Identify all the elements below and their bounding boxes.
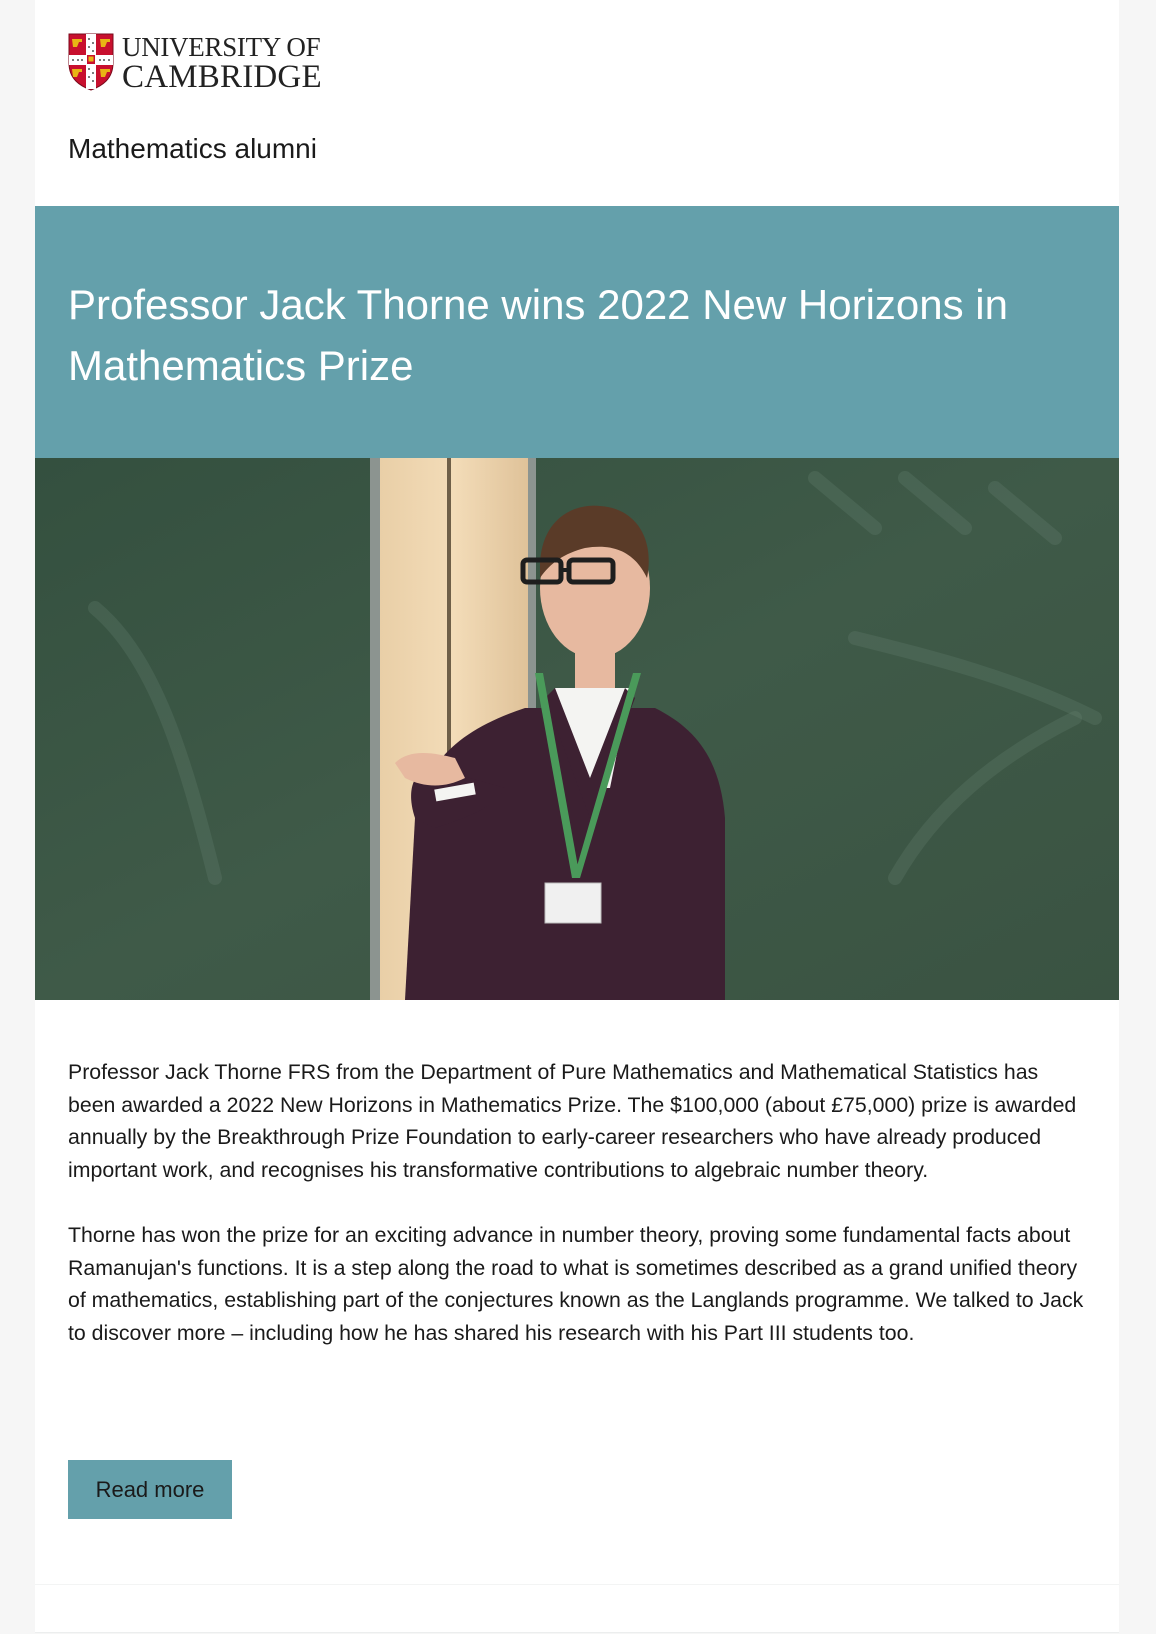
crest-icon: [68, 33, 114, 91]
university-logo[interactable]: [68, 33, 322, 93]
board-frame: [370, 458, 380, 1000]
article-paragraph-1: Professor Jack Thorne FRS from the Department of Pure Mathematics and Mathematical Statistics has been awarded a 2022 New Horizons in Mathematics Prize. The $100,000 (about £75,000) prize is awarded annually by the Breakthrough Prize Foundation to early-career researchers who have already produced important work, and recognises his transformative contributions to algebraic number theory.: [68, 1060, 1077, 1182]
footer-divider: [35, 1584, 1119, 1585]
article-paragraph-2: Thorne has won the prize for an exciting advance in number theory, proving some fundamental facts about Ramanujan's functions. It is a step along the road to what is sometimes described as a grand unified theory of mathematics, establishing part of the conjectures known as the Langlands programme. We talked to Jack to discover more – including how he has shared his research with his Part III students too.: [68, 1222, 1084, 1345]
site-name: Mathematics alumni: [68, 133, 317, 164]
read-more-button[interactable]: Read more: [68, 1460, 232, 1519]
article-hero: [35, 206, 1119, 458]
wordmark: [122, 33, 322, 94]
article-photo: [35, 458, 1119, 1000]
article-title: Professor Jack Thorne wins 2022 New Horizons in Mathematics Prize: [68, 281, 1008, 389]
wordmark-line2: CAMBRIDGE: [122, 59, 322, 95]
lecturer-photo-illustration: [35, 458, 1119, 1000]
email-card: [35, 0, 1119, 1633]
wordmark-line1: UNIVERSITY OF: [122, 32, 321, 62]
article-body: [68, 1056, 1088, 1382]
